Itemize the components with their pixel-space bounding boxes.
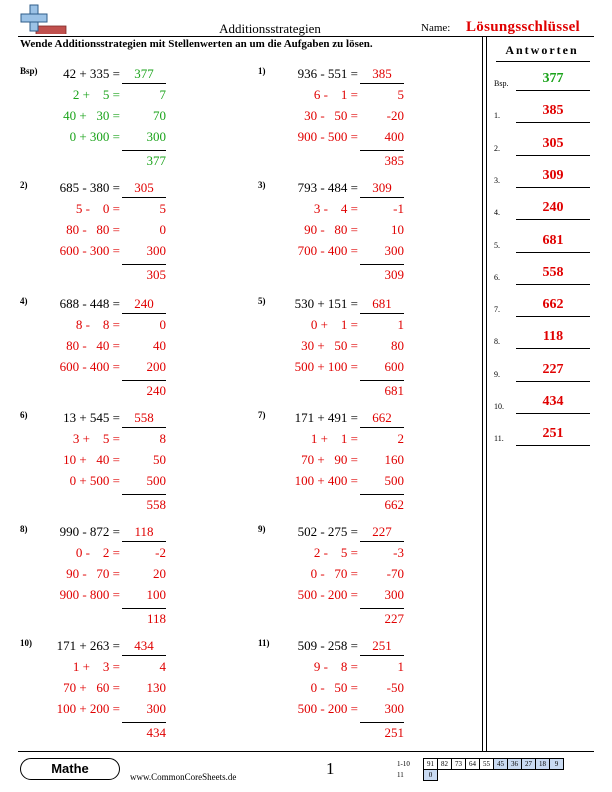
strategy-step-left: 500 + 100 =	[294, 359, 358, 374]
logo	[20, 4, 70, 34]
sum-line	[122, 264, 166, 265]
strategy-sum: 558	[146, 497, 166, 512]
strategy-sum: 662	[384, 497, 404, 512]
strategy-step-result: -20	[386, 108, 404, 123]
strategy-step-result: 4	[159, 659, 166, 674]
strategy-step-result: 40	[153, 338, 166, 353]
subject-badge: Mathe	[20, 758, 120, 780]
problem-equation: 171 + 263 =	[56, 638, 120, 653]
strategy-step-left: 70 + 90 =	[301, 452, 358, 467]
score-row	[397, 759, 564, 770]
strategy-step-left: 8 - 8 =	[75, 317, 120, 332]
strategy-step-left: 90 - 70 =	[66, 566, 120, 581]
strategy-step-result: 400	[384, 129, 404, 144]
footer-divider	[18, 751, 594, 752]
strategy-step-left: 3 + 5 =	[72, 431, 120, 446]
score-cell: 82	[438, 759, 452, 770]
answer-label: 2.	[494, 143, 500, 153]
strategy-step-left: 3 - 4 =	[313, 201, 358, 216]
answer-row	[494, 329, 596, 349]
strategy-step-result: -70	[386, 566, 404, 581]
answer-value: 662	[542, 297, 564, 313]
problem-block	[258, 180, 488, 290]
answer-label: 5.	[494, 240, 500, 250]
sum-line	[122, 150, 166, 151]
strategy-step-result: 20	[153, 566, 166, 581]
strategy-step-result: -50	[386, 680, 404, 695]
sum-line	[122, 380, 166, 381]
answer-underline	[516, 284, 590, 285]
strategy-step-result: 300	[384, 701, 404, 716]
strategy-step-left: 90 - 80 =	[304, 222, 358, 237]
problem-equation: 509 - 258 =	[297, 638, 358, 653]
strategy-sum: 681	[384, 383, 404, 398]
strategy-step-left: 5 - 0 =	[75, 201, 120, 216]
answer-underline	[122, 427, 166, 428]
score-row-label: 1-10	[397, 760, 410, 768]
problem-number: 1)	[258, 66, 266, 76]
strategy-step-left: 0 + 1 =	[310, 317, 358, 332]
answers-title-underline	[496, 61, 590, 62]
score-cell: 73	[452, 759, 466, 770]
answer-underline	[122, 313, 166, 314]
answer-value: 251	[542, 426, 564, 442]
strategy-step-left: 700 - 400 =	[297, 243, 358, 258]
answer-row	[494, 265, 596, 285]
strategy-step-left: 100 + 400 =	[294, 473, 358, 488]
sum-line	[360, 264, 404, 265]
strategy-step-left: 1 + 3 =	[72, 659, 120, 674]
problem-equation: 793 - 484 =	[297, 180, 358, 195]
strategy-step-result: 130	[146, 680, 166, 695]
problem-number: 5)	[258, 296, 266, 306]
answer-underline	[516, 381, 590, 382]
answer-underline	[122, 197, 166, 198]
problem-equation: 990 - 872 =	[59, 524, 120, 539]
problem-number: 11)	[258, 638, 270, 648]
answer-underline	[516, 348, 590, 349]
strategy-step-left: 1 + 1 =	[310, 431, 358, 446]
strategy-sum: 377	[146, 153, 166, 168]
problem-number: 9)	[258, 524, 266, 534]
score-row-label: 11	[397, 771, 404, 779]
strategy-step-result: 1	[397, 317, 404, 332]
problem-answer: 227	[372, 524, 392, 539]
problem-equation: 502 - 275 =	[297, 524, 358, 539]
problem-block	[20, 638, 250, 748]
score-cell: 0	[424, 770, 438, 781]
score-table	[397, 758, 564, 781]
answer-underline	[360, 541, 404, 542]
answer-underline	[360, 427, 404, 428]
strategy-step-left: 30 - 50 =	[304, 108, 358, 123]
strategy-step-result: 300	[146, 129, 166, 144]
strategy-step-left: 2 - 5 =	[313, 545, 358, 560]
strategy-step-left: 500 - 200 =	[297, 587, 358, 602]
answer-label: 9.	[494, 369, 500, 379]
strategy-step-left: 600 - 400 =	[59, 359, 120, 374]
answer-underline	[122, 541, 166, 542]
strategy-step-left: 80 - 40 =	[66, 338, 120, 353]
problem-number: 8)	[20, 524, 28, 534]
answer-value: 681	[542, 232, 564, 248]
strategy-sum: 227	[384, 611, 404, 626]
strategy-step-result: 5	[397, 87, 404, 102]
header-divider	[18, 36, 594, 37]
problem-equation: 42 + 335 =	[63, 66, 120, 81]
answer-value: 385	[542, 103, 564, 119]
problem-number: 10)	[20, 638, 32, 648]
problem-block	[258, 410, 488, 520]
answer-row	[494, 136, 596, 156]
problem-equation: 685 - 380 =	[59, 180, 120, 195]
answer-underline	[516, 445, 590, 446]
problem-answer: 385	[372, 66, 392, 81]
answer-label: 11.	[494, 434, 504, 444]
strategy-step-left: 40 + 30 =	[63, 108, 120, 123]
strategy-step-result: -3	[393, 545, 404, 560]
strategy-step-result: 70	[153, 108, 166, 123]
sum-line	[360, 722, 404, 723]
problem-number: Bsp)	[20, 66, 38, 76]
strategy-step-left: 0 + 300 =	[69, 129, 120, 144]
name-label: Name:	[421, 22, 451, 34]
strategy-step-result: 500	[146, 473, 166, 488]
answer-underline	[122, 655, 166, 656]
strategy-step-result: 7	[159, 87, 166, 102]
strategy-step-result: 8	[159, 431, 166, 446]
strategy-step-left: 900 - 500 =	[297, 129, 358, 144]
problem-equation: 171 + 491 =	[294, 410, 358, 425]
answer-value: 377	[542, 71, 564, 86]
answer-underline	[360, 197, 404, 198]
strategy-step-result: 50	[153, 452, 166, 467]
problem-block	[20, 410, 250, 520]
strategy-step-left: 0 - 70 =	[310, 566, 358, 581]
answer-underline	[516, 122, 590, 123]
sum-line	[360, 380, 404, 381]
sum-line	[360, 494, 404, 495]
strategy-sum: 251	[384, 725, 404, 740]
sum-line	[122, 722, 166, 723]
problem-equation: 13 + 545 =	[63, 410, 120, 425]
strategy-step-left: 0 - 50 =	[310, 680, 358, 695]
problem-block	[258, 66, 488, 176]
strategy-sum: 309	[384, 267, 404, 282]
answer-label: Bsp.	[494, 79, 509, 88]
score-cell: 64	[466, 759, 480, 770]
problem-equation: 936 - 551 =	[297, 66, 358, 81]
problem-block	[258, 638, 488, 748]
strategy-step-left: 9 - 8 =	[313, 659, 358, 674]
answer-value: 118	[542, 329, 564, 345]
answer-value: 227	[542, 361, 564, 377]
strategy-sum: 434	[146, 725, 166, 740]
problem-answer: 240	[134, 296, 154, 311]
answer-value: 309	[542, 167, 564, 183]
answer-value: 434	[542, 394, 564, 409]
answer-key-label: Lösungsschlüssel	[466, 19, 581, 35]
answer-row	[494, 233, 596, 253]
answer-label: 10.	[494, 402, 504, 411]
answer-label: 6.	[494, 272, 500, 282]
answer-underline	[516, 187, 590, 188]
strategy-step-result: 300	[384, 587, 404, 602]
problem-number: 6)	[20, 410, 28, 420]
problem-answer: 377	[134, 66, 154, 81]
answer-row	[494, 103, 596, 123]
strategy-sum: 305	[146, 267, 166, 282]
strategy-step-left: 600 - 300 =	[59, 243, 120, 258]
answer-underline	[122, 83, 166, 84]
answer-label: 1.	[494, 111, 500, 121]
example-problem	[20, 66, 250, 176]
strategy-step-left: 900 - 800 =	[59, 587, 120, 602]
problem-answer: 681	[372, 296, 392, 311]
strategy-step-left: 0 - 2 =	[75, 545, 120, 560]
strategy-step-result: 100	[146, 587, 166, 602]
score-cell: 55	[480, 759, 494, 770]
strategy-step-left: 6 - 1 =	[313, 87, 358, 102]
score-cell: 36	[508, 759, 522, 770]
answer-underline	[516, 252, 590, 253]
problem-answer: 558	[134, 410, 154, 425]
strategy-step-left: 100 + 200 =	[56, 701, 120, 716]
strategy-sum: 240	[146, 383, 166, 398]
strategy-step-result: -2	[155, 545, 166, 560]
answer-underline	[516, 219, 590, 220]
strategy-step-result: 80	[391, 338, 404, 353]
strategy-sum: 118	[146, 611, 166, 626]
problem-block	[258, 524, 488, 634]
answer-row	[494, 168, 596, 188]
answer-label: 8.	[494, 337, 500, 347]
answer-row	[494, 426, 596, 446]
score-cell: 27	[522, 759, 536, 770]
strategy-step-result: 2	[397, 431, 404, 446]
sum-line	[360, 608, 404, 609]
answer-label: 3.	[494, 175, 500, 185]
strategy-step-result: 1	[397, 659, 404, 674]
sum-line	[122, 608, 166, 609]
problem-block	[258, 296, 488, 406]
score-row	[397, 770, 564, 781]
strategy-step-left: 10 + 40 =	[63, 452, 120, 467]
strategy-step-result: 0	[159, 317, 166, 332]
strategy-step-result: 300	[146, 243, 166, 258]
strategy-step-result: 500	[384, 473, 404, 488]
answer-value: 558	[542, 264, 564, 280]
page-number: 1	[326, 759, 335, 778]
problem-equation: 530 + 151 =	[294, 296, 358, 311]
problem-equation: 688 - 448 =	[59, 296, 120, 311]
problem-answer: 251	[372, 638, 392, 653]
problem-number: 2)	[20, 180, 28, 190]
answer-row	[494, 297, 596, 317]
strategy-step-result: 160	[384, 452, 404, 467]
answer-underline	[360, 313, 404, 314]
answer-underline	[516, 155, 590, 156]
answer-row	[494, 71, 596, 91]
score-cell: 91	[424, 759, 438, 770]
answer-label: 7.	[494, 305, 500, 315]
answers-title: Antworten	[505, 43, 579, 57]
instructions: Wende Additionsstrategien mit Stellenwerten an um die Aufgaben zu lösen.	[20, 38, 373, 50]
problem-answer: 305	[134, 180, 154, 195]
problem-number: 4)	[20, 296, 28, 306]
problem-number: 7)	[258, 410, 266, 420]
answer-underline	[360, 83, 404, 84]
answer-underline	[516, 413, 590, 414]
strategy-step-left: 80 - 80 =	[66, 222, 120, 237]
answer-row	[494, 362, 596, 382]
problem-block	[20, 180, 250, 290]
sum-line	[122, 494, 166, 495]
score-cell: 9	[550, 759, 564, 770]
problem-block	[20, 296, 250, 406]
strategy-step-result: 300	[384, 243, 404, 258]
strategy-sum: 385	[384, 153, 404, 168]
answer-value: 240	[542, 200, 564, 216]
problem-block	[20, 524, 250, 634]
strategy-step-result: 300	[146, 701, 166, 716]
answer-value: 305	[542, 135, 564, 151]
answer-label: 4.	[494, 208, 500, 218]
strategy-step-left: 70 + 60 =	[63, 680, 120, 695]
score-cell: 45	[494, 759, 508, 770]
problem-answer: 434	[134, 638, 154, 653]
strategy-step-left: 2 + 5 =	[72, 87, 120, 102]
strategy-step-result: 10	[391, 222, 404, 237]
answer-underline	[516, 316, 590, 317]
strategy-step-result: -1	[393, 201, 404, 216]
sum-line	[360, 150, 404, 151]
answer-underline	[360, 655, 404, 656]
problem-number: 3)	[258, 180, 266, 190]
strategy-step-left: 500 - 200 =	[297, 701, 358, 716]
strategy-step-result: 200	[146, 359, 166, 374]
problem-answer: 309	[372, 180, 392, 195]
score-cell: 18	[536, 759, 550, 770]
answer-underline	[516, 90, 590, 91]
site-url: www.CommonCoreSheets.de	[130, 772, 237, 782]
strategy-step-result: 5	[159, 201, 166, 216]
answer-row	[494, 200, 596, 220]
strategy-step-left: 30 + 50 =	[301, 338, 358, 353]
problem-answer: 662	[372, 410, 392, 425]
strategy-step-result: 600	[384, 359, 404, 374]
problem-answer: 118	[134, 524, 154, 539]
worksheet-title: Additionsstrategien	[219, 21, 321, 36]
answer-row	[494, 394, 596, 414]
strategy-step-left: 0 + 500 =	[69, 473, 120, 488]
strategy-step-result: 0	[159, 222, 166, 237]
